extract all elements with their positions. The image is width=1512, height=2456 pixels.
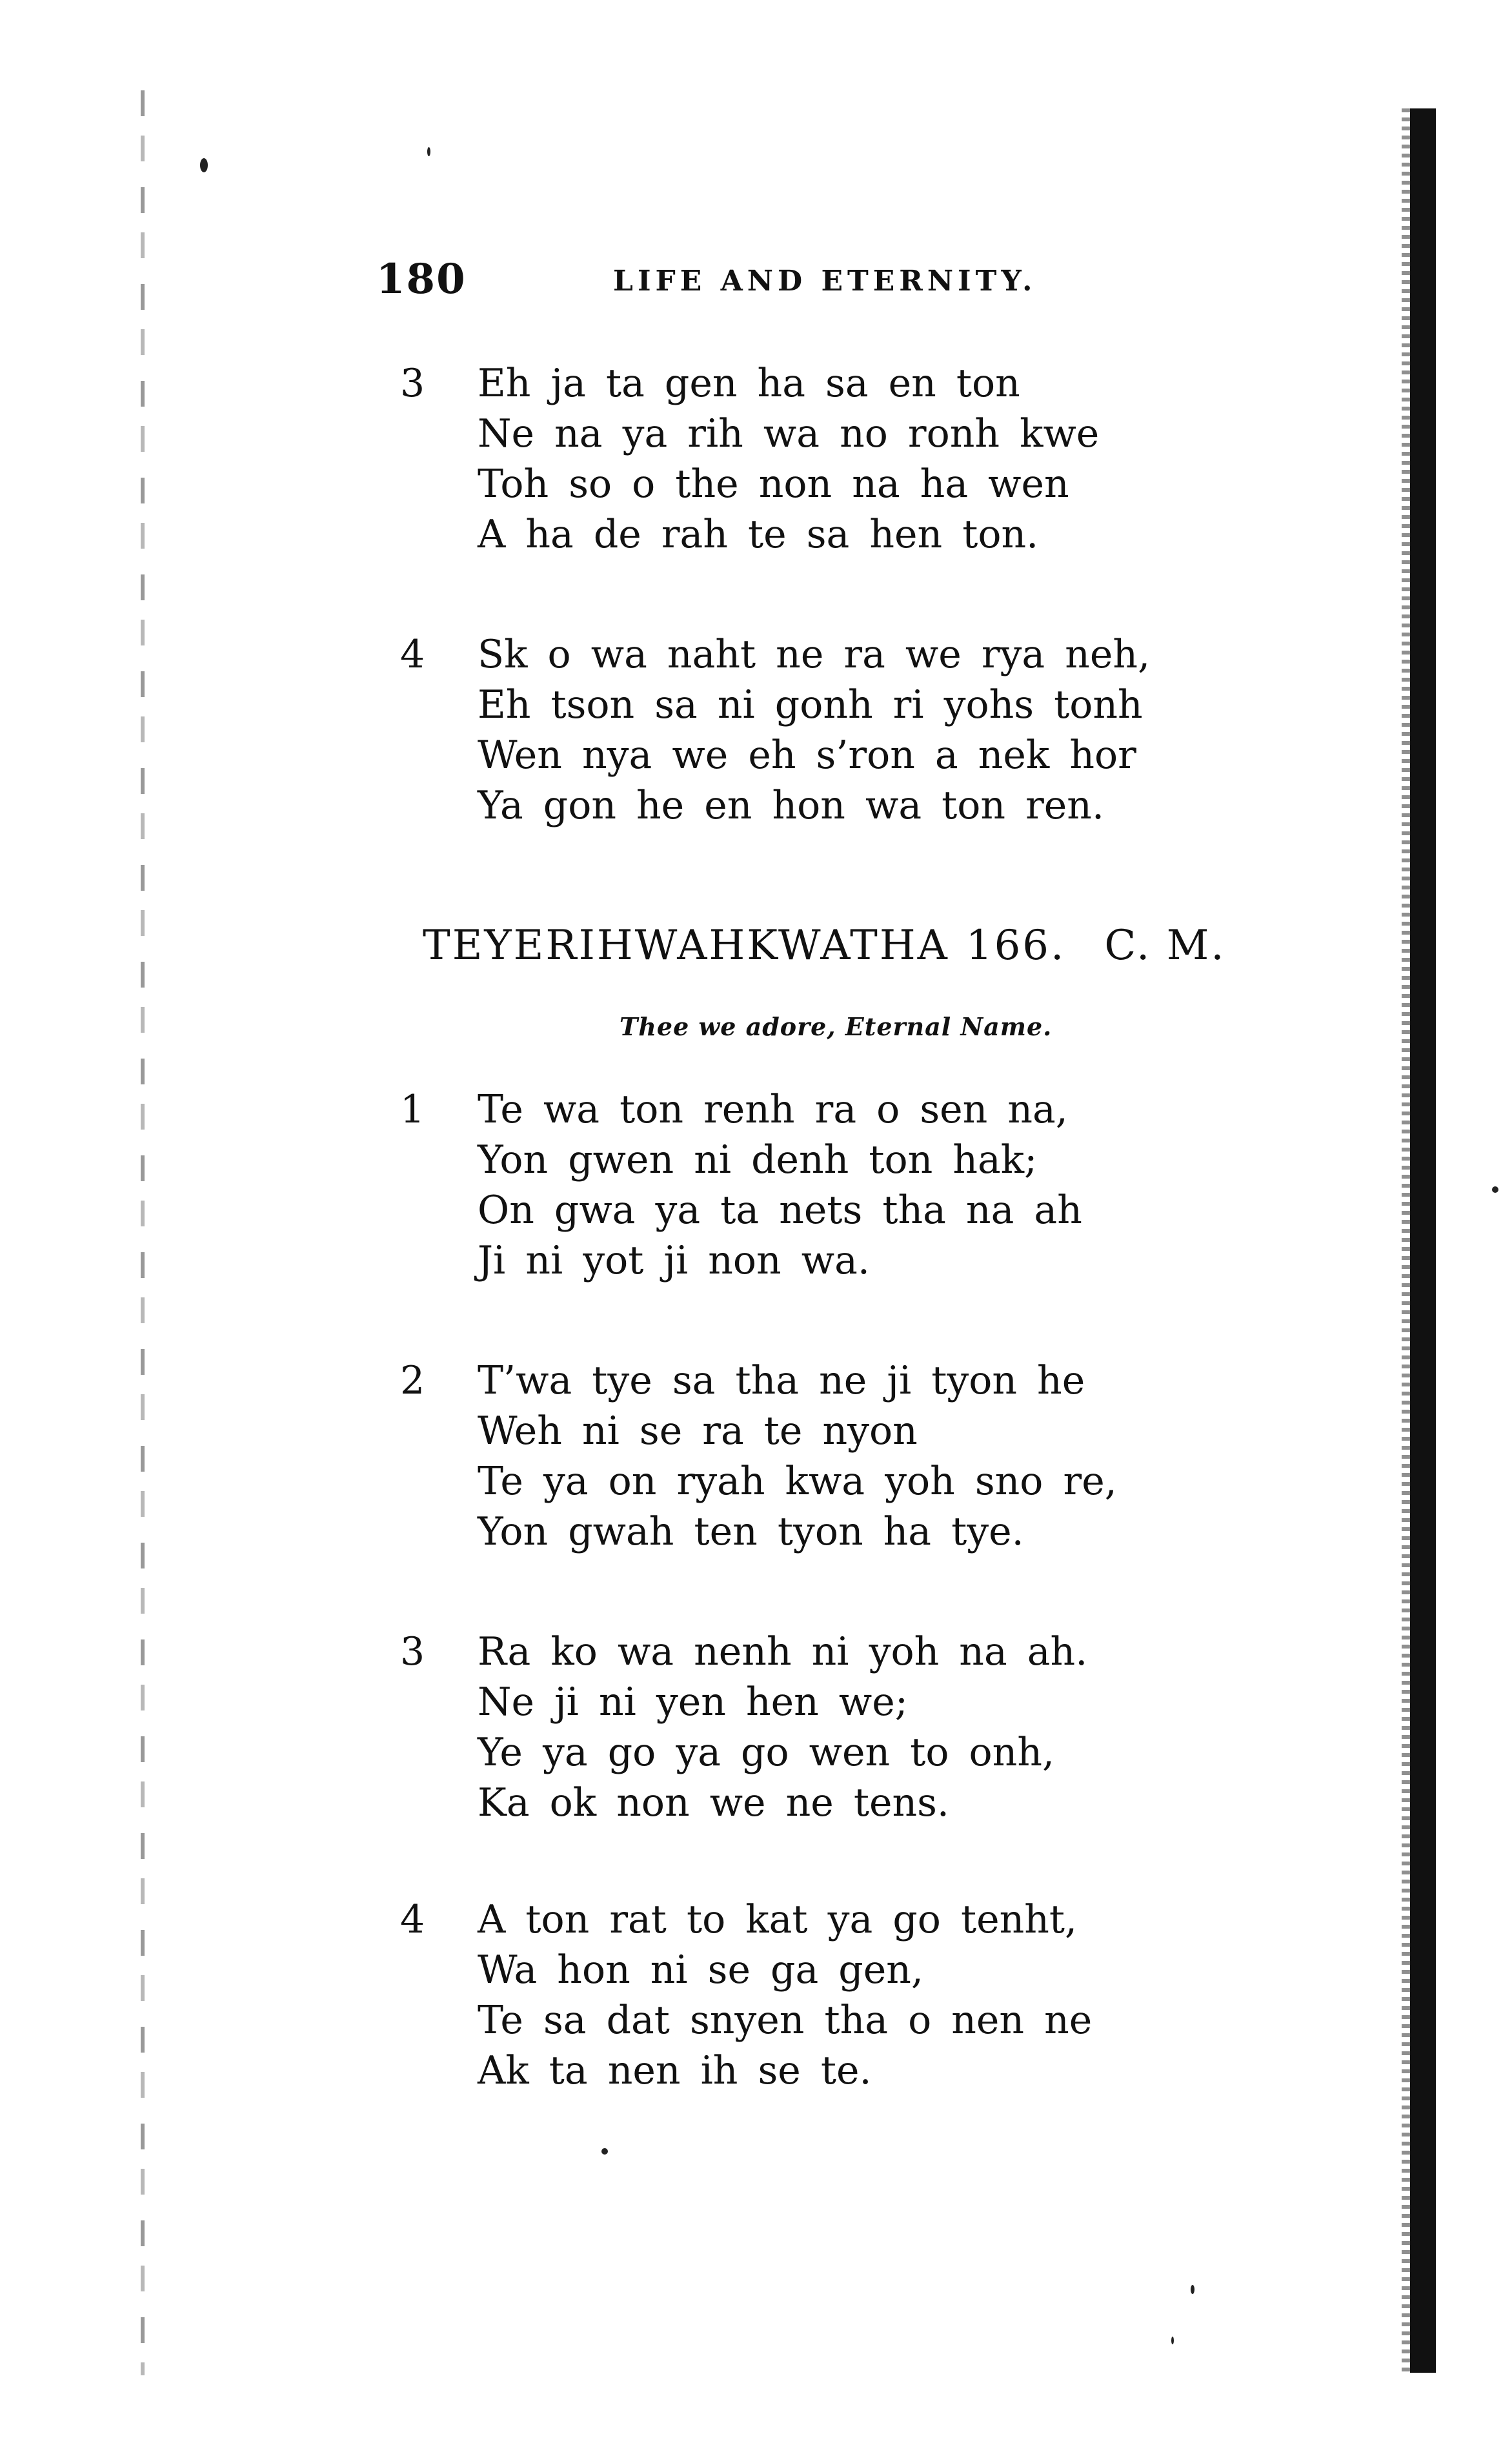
stanza-previous-4	[400, 629, 1368, 836]
verse-line: Yon gwen ni denh ton hak;	[478, 1137, 1038, 1182]
verse-line: A ha de rah te sa hen ton.	[478, 512, 1039, 557]
stanza-number: 4	[400, 632, 425, 677]
verse-line: Te sa dat snyen tha o nen ne	[478, 1998, 1093, 2043]
binding-edge-shadow	[141, 90, 145, 2375]
stanza-lines	[478, 1894, 1092, 2096]
ink-speck	[200, 158, 208, 172]
stanza-number: 4	[400, 1897, 425, 1942]
stanza-lines	[478, 358, 1099, 560]
hymn-english-title: Thee we adore, Eternal Name.	[620, 1012, 1053, 1041]
stanza-lines	[478, 1627, 1087, 1828]
stanza-previous-3	[400, 358, 1368, 565]
verse-line: Te ya on ryah kwa yoh sno re,	[478, 1459, 1117, 1504]
stanza-lines	[478, 1355, 1117, 1557]
ink-speck	[1492, 1186, 1498, 1193]
verse-line: Weh ni se ra te nyon	[478, 1408, 918, 1454]
verse-line: T’wa tye sa tha ne ji tyon he	[478, 1358, 1085, 1403]
verse-line: Yon gwah ten tyon ha tye.	[478, 1509, 1024, 1554]
verse-line: A ton rat to kat ya go tenht,	[478, 1897, 1078, 1942]
verse-line: Ya gon he en hon wa ton ren.	[478, 783, 1105, 828]
verse-line: Sk o wa naht ne ra we rya neh,	[478, 632, 1151, 677]
ink-speck	[1191, 2285, 1194, 2294]
stanza-number: 3	[400, 361, 425, 406]
verse-line: On gwa ya ta nets tha na ah	[478, 1188, 1082, 1233]
verse-line: Ak ta nen ih se te.	[478, 2048, 872, 2093]
stanza-2	[400, 1355, 1368, 1562]
verse-line: Ye ya go ya go wen to onh,	[478, 1730, 1055, 1775]
hymn-number: 166.	[965, 922, 1066, 969]
stanza-number: 3	[400, 1629, 425, 1674]
verse-line: Ji ni yot ji non wa.	[478, 1238, 870, 1283]
verse-line: Ne na ya rih wa no ronh kwe	[478, 411, 1100, 456]
hymn-heading	[423, 922, 1365, 969]
page-edge-bar	[1410, 108, 1436, 2373]
stanza-lines	[478, 629, 1150, 831]
verse-line: Wa hon ni se ga gen,	[478, 1947, 923, 1993]
stanza-number: 1	[400, 1087, 425, 1132]
hymn-meter: C. M.	[1104, 922, 1226, 969]
stanza-3	[400, 1627, 1368, 1833]
page-number: 180	[376, 255, 467, 303]
stanza-number: 2	[400, 1358, 425, 1403]
stanza-4	[400, 1894, 1368, 2101]
verse-line: Te wa ton renh ra o sen na,	[478, 1087, 1068, 1132]
verse-line: Wen nya we eh s’ron a nek hor	[478, 733, 1136, 778]
ink-speck	[1171, 2337, 1174, 2344]
verse-line: Eh ja ta gen ha sa en ton	[478, 361, 1020, 406]
verse-line: Toh so o the non na ha wen	[478, 462, 1069, 507]
verse-line: Ne ji ni yen hen we;	[478, 1680, 908, 1725]
verse-line: Eh tson sa ni gonh ri yohs tonh	[478, 682, 1143, 727]
ink-speck	[601, 2148, 608, 2155]
hymn-title: TEYERIHWAHKWATHA	[423, 922, 949, 969]
running-title: LIFE AND ETERNITY.	[613, 265, 1037, 298]
page-edge-texture	[1402, 108, 1411, 2373]
ink-speck	[427, 147, 430, 156]
verse-line: Ka ok non we ne tens.	[478, 1780, 949, 1825]
stanza-1	[400, 1084, 1368, 1291]
verse-line: Ra ko wa nenh ni yoh na ah.	[478, 1629, 1088, 1674]
stanza-lines	[478, 1084, 1082, 1286]
